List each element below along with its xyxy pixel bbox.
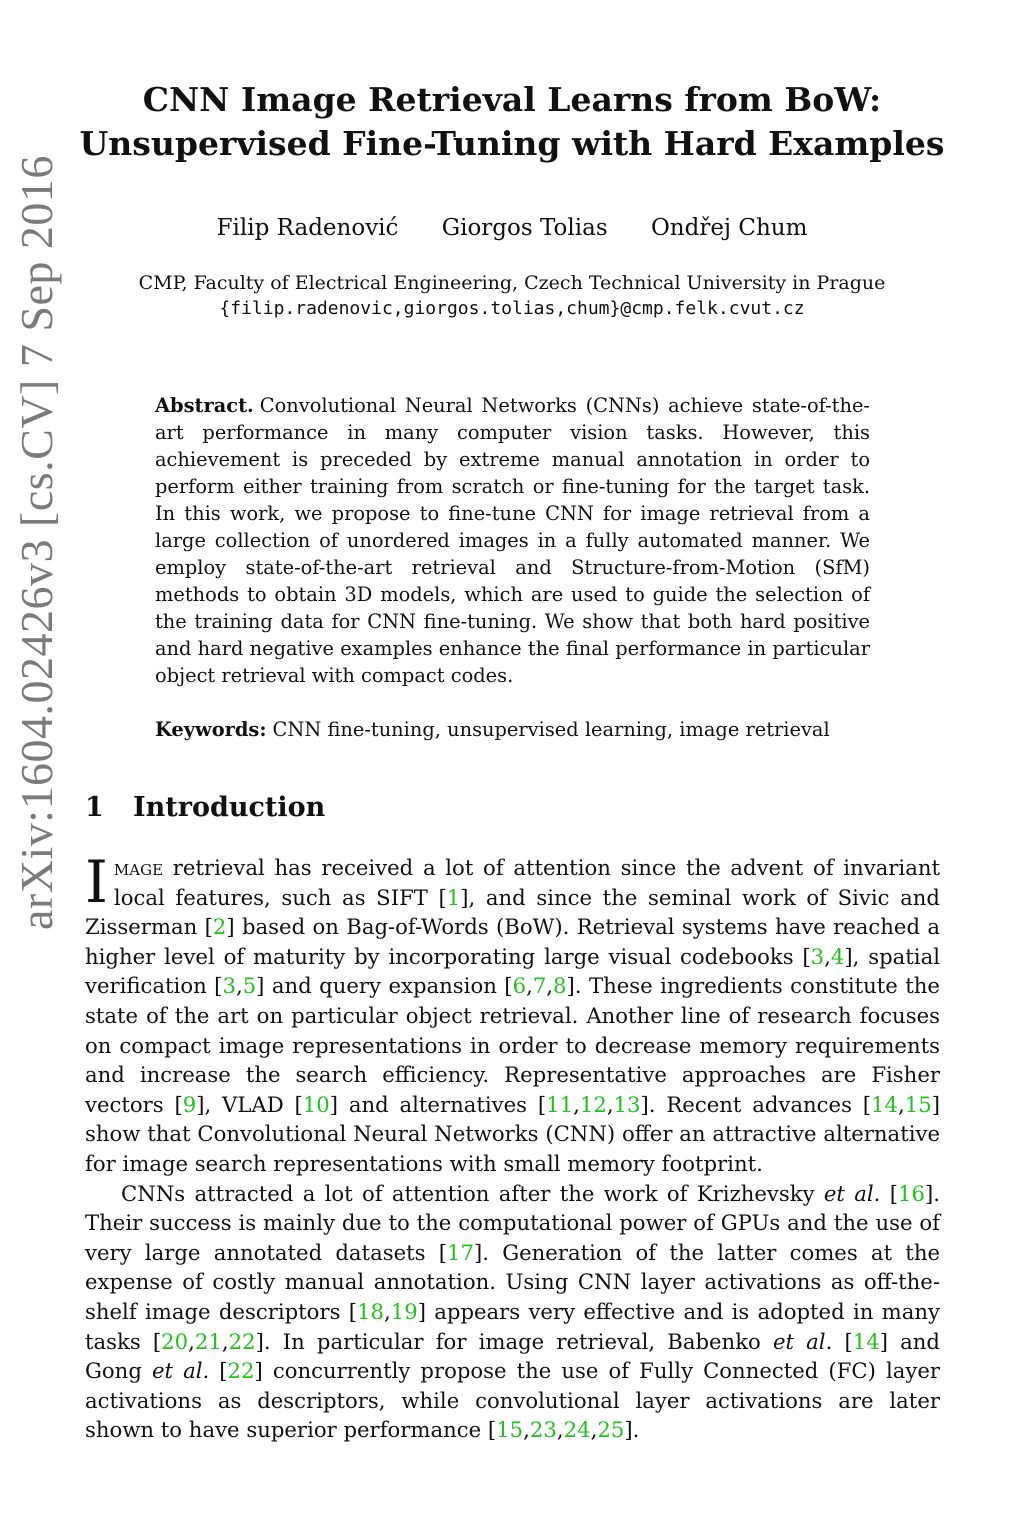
text-run: ]. In particular for image retrieval, Babenko [255, 1328, 773, 1354]
citation-link[interactable]: 24 [563, 1417, 591, 1443]
title-line-2: Unsupervised Fine-Tuning with Hard Examples [79, 124, 945, 163]
affiliation: CMP, Faculty of Electrical Engineering, Czech Technical University in Prague [138, 272, 886, 294]
citation-link[interactable]: 3 [810, 943, 825, 969]
text-run: ] show that Convolutional Neural Networks (CNN) offer an attractive alternative for image search representations with small memory footprint. [85, 1091, 940, 1176]
citation-link[interactable]: 14 [871, 1091, 898, 1117]
text-run: [ [209, 1358, 228, 1384]
citation-link[interactable]: 8 [553, 973, 567, 999]
author-emails: {filip.radenovic,giorgos.tolias,chum}@cmp.felk.cvut.cz [219, 298, 805, 319]
citation-link[interactable]: 1 [446, 884, 461, 910]
citation-link[interactable]: 22 [228, 1328, 256, 1354]
citation-link[interactable]: 2 [212, 914, 227, 940]
abstract-label: Abstract. [155, 394, 254, 417]
text-run: ] appears very effective and is adopted in many tasks [ [85, 1298, 940, 1354]
et-al: et al. [151, 1358, 210, 1384]
citation-link[interactable]: 4 [830, 943, 845, 969]
text-run: retrieval has received a lot of attention since the advent of invariant local features, such as SIFT [ [113, 855, 940, 910]
paragraph-1: Image retrieval has received a lot of attention since the advent of invariant local features, such as SIFT [1], and since the seminal work of Sivic and Zisserman [2] based on Bag-of-Words (BoW). Retrieval systems have reached a higher level of maturity by incorporating large visual codebooks [3,4], spatial verification [3,5] and query expansion [6,7,8]. These ingredients constitute the state of the art on particular object retrieval. Another line of research focuses on compact image representations in order to decrease memory requirements and increase the search efficiency. Representative approaches are Fisher vectors [9], VLAD [10] and alternatives [11,12,13]. Recent advances [14,15] show that Convolutional Neural Networks (CNN) offer an attractive alternative for image search representations with small memory footprint. [85, 848, 941, 1176]
paper-title [0, 78, 1024, 166]
citation-link[interactable]: 23 [529, 1417, 557, 1443]
citation-link[interactable]: 7 [532, 973, 547, 999]
et-al: et al. [772, 1328, 833, 1354]
text-run: ]. These ingredients constitute the state of the art on particular object retrieval. Another line of research focuses on compact image representations in order to decrease memory requirements and increase the search efficiency. Representative approaches are Fisher vectors [ [85, 973, 940, 1117]
text-run: ], and since the seminal work of Sivic and Zisserman [ [85, 884, 941, 940]
citation-link[interactable]: 15 [904, 1091, 932, 1117]
keywords-text: CNN fine-tuning, unsupervised learning, image retrieval [272, 718, 830, 741]
author-3: Ondřej Chum [650, 215, 808, 241]
title-line-1: CNN Image Retrieval Learns from BoW: [142, 80, 882, 119]
citation-link[interactable]: 20 [161, 1328, 189, 1354]
citation-link[interactable]: 18 [357, 1298, 384, 1324]
citation-link[interactable]: 15 [496, 1417, 524, 1443]
abstract [155, 392, 870, 689]
citation-link[interactable]: 17 [447, 1239, 474, 1265]
text-run: [ [832, 1328, 853, 1354]
text-run: ]. Generation of the latter comes at the expense of costly manual annotation. Using CNN layer activations as off-the-shelf image descriptors [ [85, 1239, 941, 1324]
paragraph-2: CNNs attracted a lot of attention after the work of Krizhevsky et al. [16]. Their success is mainly due to the computational power of GPUs and the use of very large annotated datasets [17]. Generation of the latter comes at the expense of costly manual annotation. Using CNN layer activations as off-the-shelf image descriptors [18,19] appears very effective and is adopted in many tasks [20,21,22]. In particular for image retrieval, Babenko et al. [14] and Gong et al. [22] concurrently propose the use of Fully Connected (FC) layer activations as descriptors, while convolutional layer activations are later shown to have superior performance [15,23,24,25]. [85, 1180, 941, 1443]
text-run: ], VLAD [ [196, 1091, 303, 1117]
small-caps-word: mage [113, 855, 164, 880]
citation-link[interactable]: 10 [302, 1091, 330, 1117]
text-run: [ [880, 1180, 898, 1206]
citation-link[interactable]: 5 [242, 973, 257, 999]
et-al: et al. [823, 1180, 881, 1206]
citation-link[interactable]: 6 [512, 973, 527, 999]
abstract-text: Convolutional Neural Networks (CNNs) achieve state-of-the-art performance in many computer vision tasks. However, this achievement is preceded by extreme manual annotation in order to perform either training from scratch or fine-tuning for the target task. In this work, we propose to fine-tune CNN for image retrieval from a large collection of unordered images in a fully automated manner. We employ state-of-the-art retrieval and Structure-from-Motion (SfM) methods to obtain 3D models, which are used to guide the selection of the training data for CNN fine-tuning. We show that both hard positive and hard negative examples enhance the final performance in particular object retrieval with compact codes. [155, 394, 870, 687]
section-heading [85, 792, 325, 823]
section-number: 1 [85, 792, 104, 823]
introduction-body [85, 848, 941, 1445]
text-run: ]. [624, 1417, 640, 1443]
section-title: Introduction [133, 792, 326, 823]
citation-link[interactable]: 25 [597, 1417, 625, 1443]
author-1: Filip Radenović [216, 215, 399, 241]
text-run: ]. Their success is mainly due to the computational power of GPUs and the use of very large annotated datasets [ [85, 1180, 940, 1265]
citation-link[interactable]: 14 [852, 1328, 880, 1354]
citation-link[interactable]: 11 [546, 1091, 574, 1117]
drop-cap: I [85, 848, 108, 916]
affiliation-block [0, 270, 1024, 322]
keywords-label: Keywords: [155, 718, 267, 741]
author-list [0, 215, 1024, 241]
text-run: CNNs attracted a lot of attention after the work of Krizhevsky [121, 1180, 824, 1206]
keywords [155, 716, 870, 743]
citation-link[interactable]: 3 [222, 973, 236, 999]
text-run: ] and Gong [85, 1328, 940, 1384]
author-2: Giorgos Tolias [441, 215, 608, 241]
citation-link[interactable]: 9 [182, 1091, 197, 1117]
text-run: ] and alternatives [ [329, 1091, 547, 1117]
citation-link[interactable]: 19 [390, 1298, 418, 1324]
arxiv-identifier: arXiv:1604.02426v3 [cs.CV] 7 Sep 2016 [11, 155, 62, 930]
text-run: ] concurrently propose the use of Fully Connected (FC) layer activations as descriptors, while convolutional layer activations are later shown to have superior performance [ [85, 1358, 940, 1443]
text-run: ] and query expansion [ [256, 973, 513, 999]
text-run: ] based on Bag-of-Words (BoW). Retrieval systems have reached a higher level of maturity by incorporating large visual codebooks [ [85, 914, 940, 969]
citation-link[interactable]: 13 [613, 1091, 641, 1117]
text-run: ], spatial verification [ [85, 943, 940, 999]
citation-link[interactable]: 21 [194, 1328, 222, 1354]
citation-link[interactable]: 12 [579, 1091, 607, 1117]
citation-link[interactable]: 22 [227, 1358, 255, 1384]
citation-link[interactable]: 16 [898, 1180, 925, 1206]
text-run: ]. Recent advances [ [640, 1091, 872, 1117]
